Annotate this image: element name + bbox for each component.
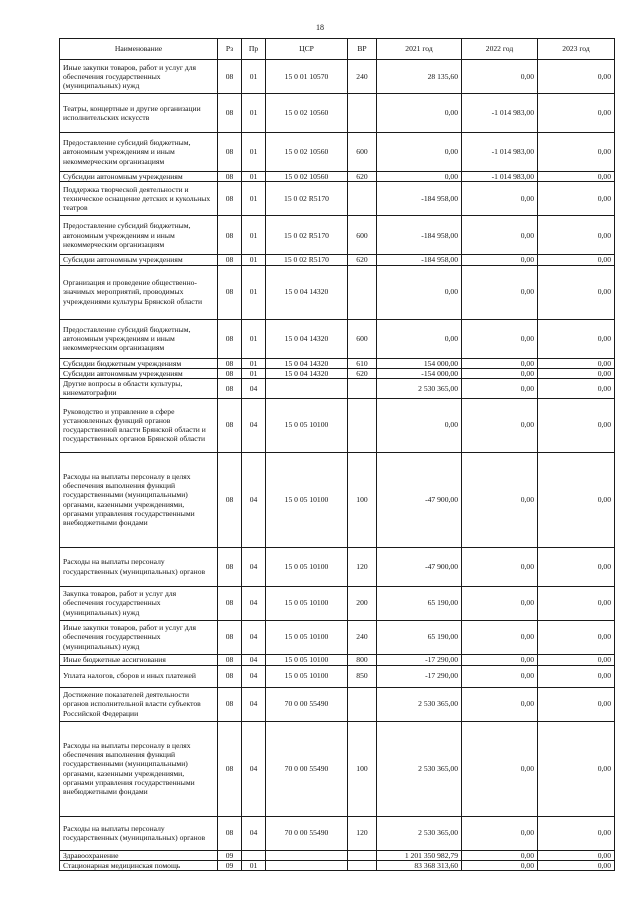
cell-csr: 15 0 04 14320 (266, 368, 348, 378)
table-row (60, 133, 615, 172)
cell-pr: 04 (242, 816, 266, 850)
cell-2022: 0,00 (462, 368, 538, 378)
table-row (60, 850, 615, 860)
cell-name: Расходы на выплаты персоналу в целях обеспечения выполнения функций государственными (муниципальными) органами, казенными учреждениями, органами управления государственными внебюджетными фондами (60, 721, 218, 816)
cell-name: Предоставление субсидий бюджетным, автономным учреждениям и иным некоммерческим организациям (60, 319, 218, 358)
cell-2023: 0,00 (538, 319, 615, 358)
cell-2021: -184 958,00 (377, 216, 462, 255)
cell-2022: 0,00 (462, 860, 538, 870)
cell-2021: -47 900,00 (377, 547, 462, 586)
cell-vr (348, 94, 377, 133)
cell-vr: 200 (348, 586, 377, 620)
table-row (60, 265, 615, 319)
table-row (60, 860, 615, 870)
budget-table (59, 38, 615, 871)
cell-pr (242, 850, 266, 860)
cell-2022: 0,00 (462, 687, 538, 721)
cell-2023: 0,00 (538, 850, 615, 860)
cell-rz: 08 (218, 547, 242, 586)
cell-2021: -17 290,00 (377, 665, 462, 687)
cell-2021: 0,00 (377, 133, 462, 172)
cell-2021: 65 190,00 (377, 586, 462, 620)
cell-name: Предоставление субсидий бюджетным, автономным учреждениям и иным некоммерческим организациям (60, 133, 218, 172)
cell-2022: 0,00 (462, 452, 538, 547)
cell-rz: 09 (218, 860, 242, 870)
table-row (60, 368, 615, 378)
cell-csr (266, 850, 348, 860)
cell-2022: 0,00 (462, 654, 538, 665)
cell-csr: 15 0 02 10560 (266, 172, 348, 182)
cell-pr: 01 (242, 860, 266, 870)
table-row (60, 620, 615, 654)
cell-2022: 0,00 (462, 620, 538, 654)
cell-vr (348, 379, 377, 399)
cell-pr: 04 (242, 398, 266, 452)
cell-2021: 28 135,60 (377, 60, 462, 94)
cell-vr: 120 (348, 816, 377, 850)
cell-rz: 08 (218, 172, 242, 182)
table-row (60, 816, 615, 850)
cell-pr: 04 (242, 379, 266, 399)
cell-2021: 2 530 365,00 (377, 816, 462, 850)
cell-2022: -1 014 983,00 (462, 133, 538, 172)
table-row (60, 94, 615, 133)
cell-name: Здравоохранение (60, 850, 218, 860)
cell-name: Закупка товаров, работ и услуг для обеспечения государственных (муниципальных) нужд (60, 586, 218, 620)
table-row (60, 319, 615, 358)
cell-vr: 240 (348, 620, 377, 654)
table-row (60, 586, 615, 620)
cell-rz: 08 (218, 379, 242, 399)
cell-2021: -184 958,00 (377, 255, 462, 265)
col-header-vr: ВР (348, 39, 377, 60)
table-row (60, 665, 615, 687)
cell-2021: 1 201 350 982,79 (377, 850, 462, 860)
cell-2021: 0,00 (377, 398, 462, 452)
cell-name: Иные закупки товаров, работ и услуг для обеспечения государственных (муниципальных) нужд (60, 60, 218, 94)
cell-csr: 15 0 05 10100 (266, 654, 348, 665)
cell-rz: 08 (218, 265, 242, 319)
cell-2022: 0,00 (462, 255, 538, 265)
cell-pr: 01 (242, 265, 266, 319)
col-header-2021: 2021 год (377, 39, 462, 60)
cell-2023: 0,00 (538, 452, 615, 547)
cell-2022: 0,00 (462, 319, 538, 358)
cell-csr: 15 0 02 10560 (266, 94, 348, 133)
cell-name: Субсидии автономным учреждениям (60, 368, 218, 378)
table-row (60, 379, 615, 399)
cell-csr: 15 0 04 14320 (266, 265, 348, 319)
cell-vr: 620 (348, 172, 377, 182)
cell-2023: 0,00 (538, 255, 615, 265)
table-row (60, 398, 615, 452)
cell-2021: 83 368 313,60 (377, 860, 462, 870)
cell-2023: 0,00 (538, 358, 615, 368)
cell-csr (266, 860, 348, 870)
cell-vr: 610 (348, 358, 377, 368)
cell-rz: 08 (218, 60, 242, 94)
cell-2021: 154 000,00 (377, 358, 462, 368)
cell-2022: -1 014 983,00 (462, 94, 538, 133)
cell-vr (348, 860, 377, 870)
cell-name: Уплата налогов, сборов и иных платежей (60, 665, 218, 687)
cell-name: Другие вопросы в области культуры, кинематографии (60, 379, 218, 399)
cell-2021: 0,00 (377, 172, 462, 182)
cell-vr (348, 687, 377, 721)
cell-2022: 0,00 (462, 398, 538, 452)
cell-rz: 08 (218, 216, 242, 255)
table-header-row (60, 39, 615, 60)
cell-csr (266, 379, 348, 399)
cell-vr (348, 850, 377, 860)
cell-rz: 08 (218, 654, 242, 665)
cell-name: Иные закупки товаров, работ и услуг для обеспечения государственных (муниципальных) нужд (60, 620, 218, 654)
cell-vr: 100 (348, 452, 377, 547)
cell-pr: 01 (242, 255, 266, 265)
cell-2023: 0,00 (538, 547, 615, 586)
table-row (60, 172, 615, 182)
table-row (60, 182, 615, 216)
cell-2023: 0,00 (538, 586, 615, 620)
col-header-csr: ЦСР (266, 39, 348, 60)
cell-pr: 04 (242, 547, 266, 586)
cell-2023: 0,00 (538, 398, 615, 452)
col-header-2022: 2022 год (462, 39, 538, 60)
cell-vr: 620 (348, 255, 377, 265)
cell-2021: 65 190,00 (377, 620, 462, 654)
cell-rz: 08 (218, 182, 242, 216)
cell-pr: 01 (242, 319, 266, 358)
table-row (60, 255, 615, 265)
table-row (60, 60, 615, 94)
cell-2023: 0,00 (538, 133, 615, 172)
cell-rz: 08 (218, 452, 242, 547)
cell-name: Расходы на выплаты персоналу в целях обеспечения выполнения функций государственными (муниципальными) органами, казенными учреждениями, органами управления государственными внебюджетными фондами (60, 452, 218, 547)
cell-name: Театры, концертные и другие организации исполнительских искусств (60, 94, 218, 133)
cell-2022: 0,00 (462, 547, 538, 586)
cell-2022: 0,00 (462, 586, 538, 620)
cell-vr (348, 265, 377, 319)
cell-csr: 15 0 02 R5170 (266, 255, 348, 265)
cell-name: Расходы на выплаты персоналу государственных (муниципальных) органов (60, 547, 218, 586)
cell-rz: 08 (218, 94, 242, 133)
cell-vr: 800 (348, 654, 377, 665)
table-row (60, 654, 615, 665)
cell-name: Стационарная медицинская помощь (60, 860, 218, 870)
cell-2023: 0,00 (538, 860, 615, 870)
cell-2023: 0,00 (538, 94, 615, 133)
cell-pr: 04 (242, 687, 266, 721)
cell-vr: 850 (348, 665, 377, 687)
cell-csr: 15 0 05 10100 (266, 452, 348, 547)
cell-rz: 08 (218, 368, 242, 378)
cell-2023: 0,00 (538, 60, 615, 94)
table-row (60, 358, 615, 368)
cell-csr: 15 0 02 R5170 (266, 182, 348, 216)
cell-2021: -154 000,00 (377, 368, 462, 378)
cell-2021: -184 958,00 (377, 182, 462, 216)
page-number: 18 (316, 23, 324, 32)
cell-2022: 0,00 (462, 850, 538, 860)
cell-vr: 240 (348, 60, 377, 94)
cell-pr: 04 (242, 654, 266, 665)
cell-vr: 600 (348, 216, 377, 255)
cell-2022: 0,00 (462, 182, 538, 216)
cell-name: Расходы на выплаты персоналу государственных (муниципальных) органов (60, 816, 218, 850)
table-row (60, 452, 615, 547)
cell-vr: 120 (348, 547, 377, 586)
table-row (60, 547, 615, 586)
col-header-name: Наименование (60, 39, 218, 60)
cell-rz: 08 (218, 687, 242, 721)
col-header-2023: 2023 год (538, 39, 615, 60)
cell-2023: 0,00 (538, 654, 615, 665)
cell-2023: 0,00 (538, 216, 615, 255)
cell-2022: 0,00 (462, 379, 538, 399)
table-row (60, 216, 615, 255)
cell-rz: 08 (218, 721, 242, 816)
cell-2021: 2 530 365,00 (377, 721, 462, 816)
cell-csr: 15 0 02 10560 (266, 133, 348, 172)
cell-pr: 01 (242, 182, 266, 216)
cell-2022: 0,00 (462, 721, 538, 816)
cell-csr: 70 0 00 55490 (266, 816, 348, 850)
cell-pr: 01 (242, 358, 266, 368)
cell-2023: 0,00 (538, 620, 615, 654)
cell-2022: 0,00 (462, 816, 538, 850)
cell-2022: 0,00 (462, 60, 538, 94)
cell-pr: 01 (242, 133, 266, 172)
col-header-pr: Пр (242, 39, 266, 60)
cell-rz: 09 (218, 850, 242, 860)
cell-name: Достижение показателей деятельности органов исполнительной власти субъектов Российской Федерации (60, 687, 218, 721)
cell-pr: 04 (242, 665, 266, 687)
cell-2023: 0,00 (538, 172, 615, 182)
cell-2022: 0,00 (462, 216, 538, 255)
cell-csr: 15 0 02 R5170 (266, 216, 348, 255)
cell-name: Предоставление субсидий бюджетным, автономным учреждениям и иным некоммерческим организациям (60, 216, 218, 255)
cell-vr: 600 (348, 133, 377, 172)
cell-name: Руководство и управление в сфере установленных функций органов государственной власти Брянской области и государственных органов Брянской области (60, 398, 218, 452)
cell-2021: 2 530 365,00 (377, 379, 462, 399)
cell-rz: 08 (218, 319, 242, 358)
cell-pr: 04 (242, 620, 266, 654)
cell-2021: 2 530 365,00 (377, 687, 462, 721)
cell-rz: 08 (218, 358, 242, 368)
cell-pr: 01 (242, 368, 266, 378)
cell-2021: -47 900,00 (377, 452, 462, 547)
cell-2023: 0,00 (538, 721, 615, 816)
cell-csr: 15 0 05 10100 (266, 398, 348, 452)
cell-vr (348, 398, 377, 452)
cell-csr: 70 0 00 55490 (266, 687, 348, 721)
cell-pr: 01 (242, 172, 266, 182)
cell-name: Организация и проведение общественно-значимых мероприятий, проводимых учреждениями культуры Брянской области (60, 265, 218, 319)
cell-2023: 0,00 (538, 379, 615, 399)
cell-2023: 0,00 (538, 665, 615, 687)
cell-2023: 0,00 (538, 182, 615, 216)
cell-name: Иные бюджетные ассигнования (60, 654, 218, 665)
cell-vr: 100 (348, 721, 377, 816)
cell-name: Субсидии бюджетным учреждениям (60, 358, 218, 368)
cell-rz: 08 (218, 620, 242, 654)
cell-rz: 08 (218, 133, 242, 172)
cell-csr: 15 0 05 10100 (266, 586, 348, 620)
cell-csr: 15 0 01 10570 (266, 60, 348, 94)
cell-2021: -17 290,00 (377, 654, 462, 665)
col-header-rz: Рз (218, 39, 242, 60)
cell-2021: 0,00 (377, 94, 462, 133)
cell-2022: -1 014 983,00 (462, 172, 538, 182)
cell-2022: 0,00 (462, 358, 538, 368)
cell-2021: 0,00 (377, 319, 462, 358)
cell-2023: 0,00 (538, 265, 615, 319)
cell-pr: 01 (242, 94, 266, 133)
cell-rz: 08 (218, 816, 242, 850)
cell-rz: 08 (218, 665, 242, 687)
cell-2023: 0,00 (538, 687, 615, 721)
cell-csr: 15 0 04 14320 (266, 319, 348, 358)
cell-pr: 04 (242, 452, 266, 547)
cell-name: Субсидии автономным учреждениям (60, 172, 218, 182)
cell-csr: 70 0 00 55490 (266, 721, 348, 816)
cell-rz: 08 (218, 586, 242, 620)
cell-2023: 0,00 (538, 816, 615, 850)
table-row (60, 721, 615, 816)
cell-csr: 15 0 05 10100 (266, 547, 348, 586)
cell-rz: 08 (218, 255, 242, 265)
cell-rz: 08 (218, 398, 242, 452)
cell-csr: 15 0 04 14320 (266, 358, 348, 368)
cell-name: Поддержка творческой деятельности и техническое оснащение детских и кукольных театров (60, 182, 218, 216)
cell-csr: 15 0 05 10100 (266, 665, 348, 687)
cell-2022: 0,00 (462, 665, 538, 687)
cell-name: Субсидии автономным учреждениям (60, 255, 218, 265)
cell-pr: 01 (242, 216, 266, 255)
cell-vr: 600 (348, 319, 377, 358)
cell-2021: 0,00 (377, 265, 462, 319)
table-row (60, 687, 615, 721)
cell-pr: 01 (242, 60, 266, 94)
cell-vr: 620 (348, 368, 377, 378)
cell-pr: 04 (242, 721, 266, 816)
cell-2023: 0,00 (538, 368, 615, 378)
cell-csr: 15 0 05 10100 (266, 620, 348, 654)
cell-pr: 04 (242, 586, 266, 620)
cell-2022: 0,00 (462, 265, 538, 319)
cell-vr (348, 182, 377, 216)
